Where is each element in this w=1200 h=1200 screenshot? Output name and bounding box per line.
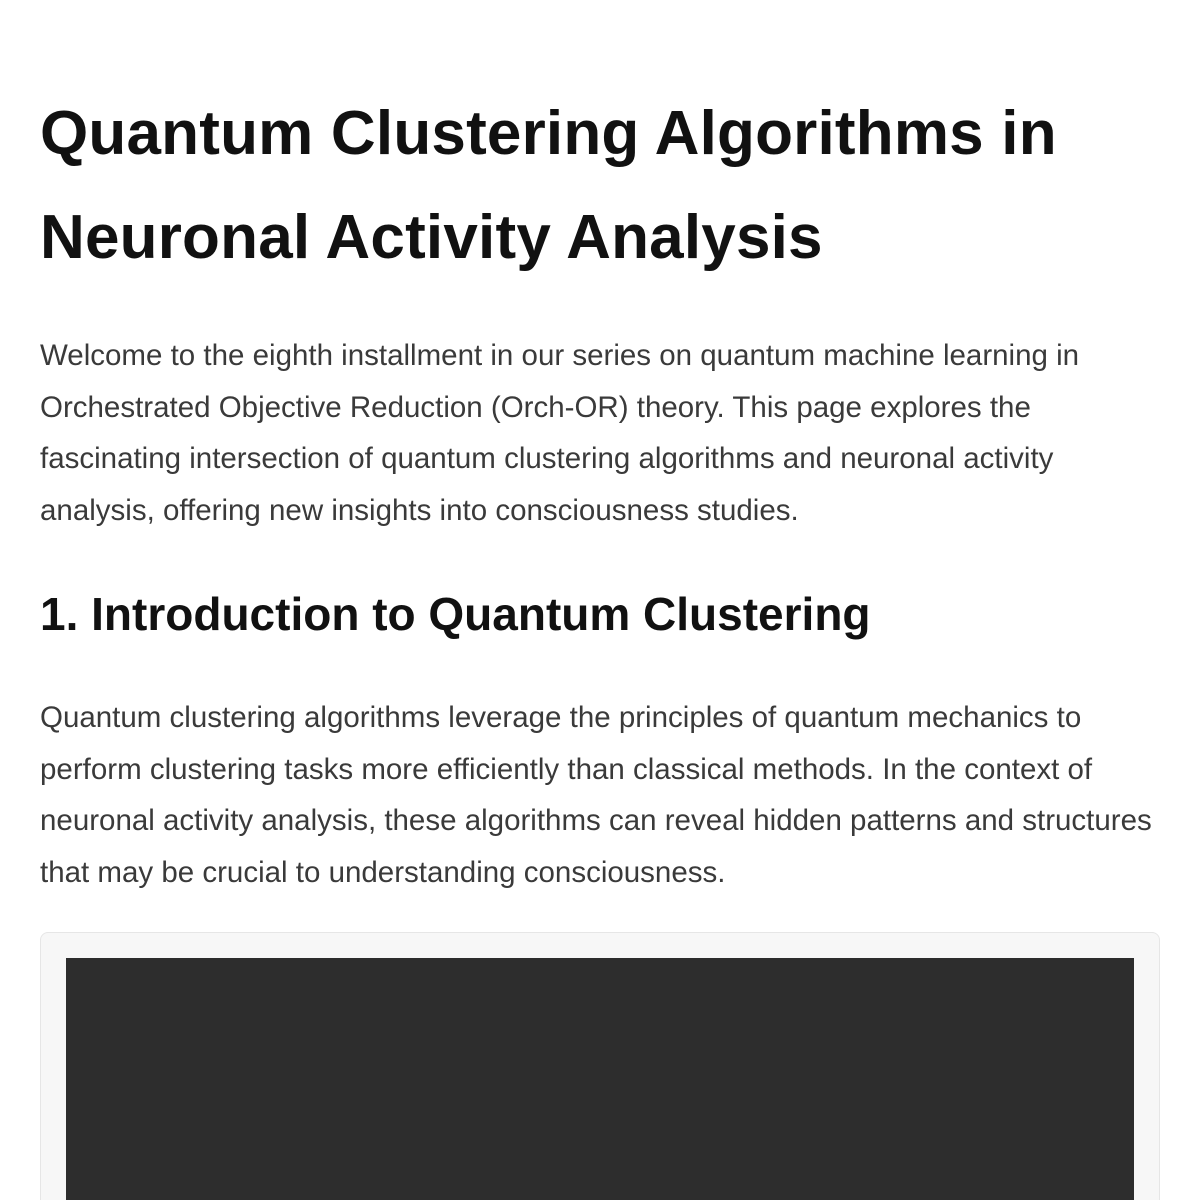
section-heading-introduction: 1. Introduction to Quantum Clustering xyxy=(40,588,871,640)
intro-paragraph: Welcome to the eighth installment in our series on quantum machine learning in Orchestrated Objective Reduction (Orch-OR) theory. This page explores the fascinating intersection of quantum clustering algorithms and neuronal activity analysis, offering new insights into consciousness studies. xyxy=(40,339,1080,527)
page-title: Quantum Clustering Algorithms in Neuronal Activity Analysis xyxy=(40,99,1057,272)
figure-card xyxy=(40,932,1160,1200)
section-body-paragraph: Quantum clustering algorithms leverage the principles of quantum mechanics to perform clustering tasks more efficiently than classical methods. In the context of neuronal activity analysis, these algorithms can reveal hidden patterns and structures that may be crucial to understanding consciousness. xyxy=(40,701,1152,889)
dark-figure-canvas xyxy=(66,958,1134,1200)
